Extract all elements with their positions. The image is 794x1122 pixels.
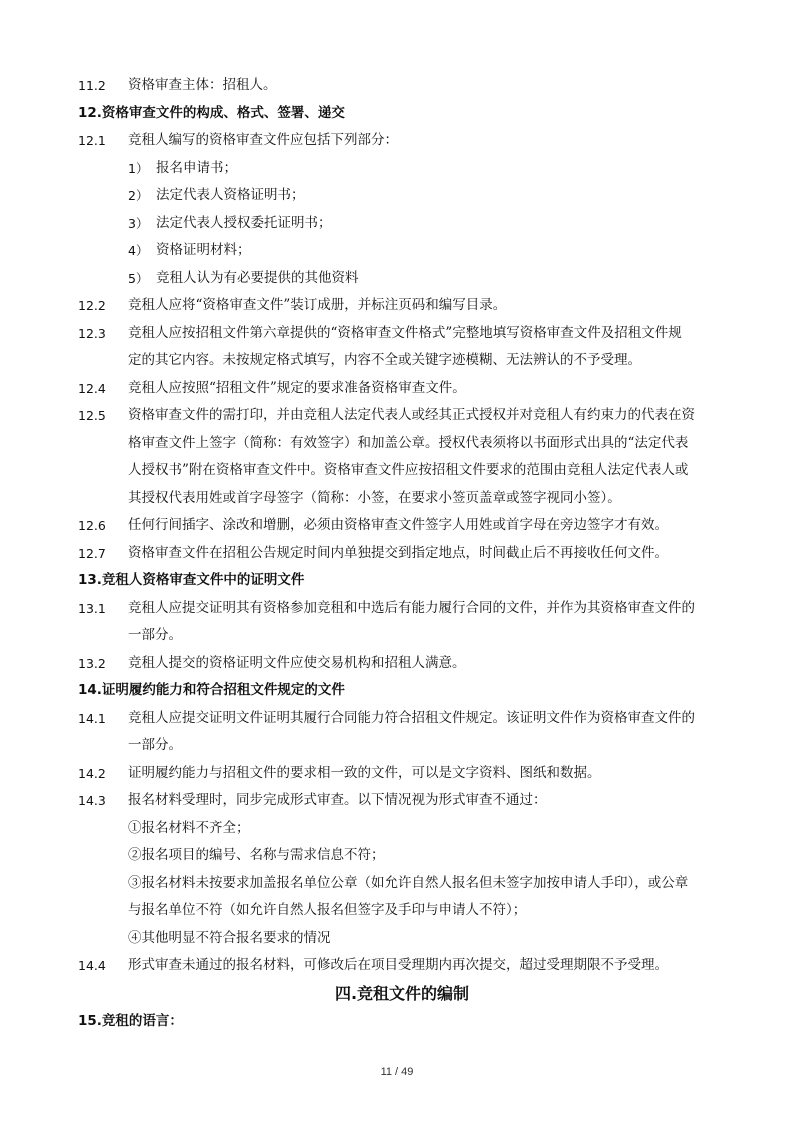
section-heading: 15.竞租的语言：	[78, 1012, 183, 1029]
clause-number: 13.2	[78, 655, 106, 671]
page-number: 11 / 49	[380, 1066, 414, 1078]
document-body	[80, 72, 724, 1035]
continuation-text: 一部分。	[128, 737, 182, 753]
condition-item: 与报名单位不符（如允许自然人报名但签字及手印与申请人不符）；	[128, 902, 527, 918]
continuation-text: 其授权代表用姓或首字母签字（简称：小签，在要求小签页盖章或签字视同小签）。	[128, 489, 621, 506]
list-marker: 5）	[128, 270, 149, 286]
clause-line	[80, 375, 724, 403]
clause-text: 竞租人应将“资格审查文件”装订成册，并标注页码和编写目录。	[128, 297, 507, 313]
continuation-text: 一部分。	[128, 627, 182, 643]
clause-text: 竞租人提交的资格证明文件应使交易机构和招租人满意。	[128, 654, 466, 671]
list-marker: 4）	[128, 243, 149, 258]
list-item-text: 竞租人认为有必要提供的其他资料	[156, 269, 359, 286]
text-line	[80, 622, 724, 650]
text-line	[80, 210, 724, 238]
clause-number: 14.2	[78, 765, 106, 781]
condition-item: ④其他明显不符合报名要求的情况	[128, 929, 331, 946]
clause-number: 12.4	[78, 380, 106, 396]
text-line	[80, 870, 724, 898]
clause-number: 14.4	[78, 958, 106, 973]
clause-line	[80, 320, 724, 348]
clause-number: 12.1	[78, 133, 106, 148]
text-line	[80, 457, 724, 485]
text-line	[80, 265, 724, 293]
clause-line	[80, 760, 724, 788]
text-line	[80, 237, 724, 265]
clause-line	[80, 595, 724, 623]
list-marker: 1）	[128, 160, 149, 176]
text-line	[80, 155, 724, 183]
clause-text: 资格审查文件在招租公告规定时间内单独提交到指定地点，时间截止后不再接收任何文件。	[128, 544, 668, 561]
section-heading: 13.竞租人资格审查文件中的证明文件	[78, 572, 305, 588]
section-heading: 12.资格审查文件的构成、格式、签署、递交	[78, 104, 345, 121]
clause-text: 竞租人应按照“招租文件”规定的要求准备资格审查文件。	[128, 379, 466, 396]
condition-item: ②报名项目的编号、名称与需求信息不符；	[128, 847, 385, 863]
list-item-text: 法定代表人授权委托证明书；	[156, 214, 332, 231]
clause-text: 竞租人应按招租文件第六章提供的“资格审查文件格式”完整地填写资格审查文件及招租文件规	[128, 324, 682, 341]
text-line	[80, 347, 724, 375]
clause-text: 资格审查主体：招租人。	[128, 77, 277, 93]
text-line	[80, 842, 724, 870]
clause-line	[80, 787, 724, 815]
clause-text: 证明履约能力与招租文件的要求相一致的文件，可以是文字资料、图纸和数据。	[128, 764, 601, 781]
list-marker: 3）	[128, 215, 149, 231]
clause-number: 12.6	[78, 518, 106, 533]
section-heading: 14.证明履约能力和符合招租文件规定的文件	[78, 682, 345, 698]
clause-line	[80, 402, 724, 430]
list-item-text: 报名申请书；	[156, 159, 237, 176]
chapter-title: 四.竞租文件的编制	[334, 983, 470, 1003]
clause-number: 12.5	[78, 408, 106, 423]
clause-number: 14.3	[78, 793, 106, 808]
list-marker: 2）	[128, 188, 149, 203]
clause-line	[80, 292, 724, 320]
clause-text: 报名材料受理时，同步完成形式审查。以下情况视为形式审查不通过：	[128, 792, 547, 808]
clause-line	[80, 952, 724, 980]
list-item-text: 法定代表人资格证明书；	[156, 187, 305, 203]
text-line	[80, 430, 724, 458]
clause-number: 12.2	[78, 298, 106, 313]
continuation-text: 定的其它内容。未按规定格式填写，内容不全或关键字迹模糊、无法辨认的不予受理。	[128, 352, 641, 368]
clause-number: 13.1	[78, 600, 106, 616]
clause-line	[80, 705, 724, 733]
continuation-text: 格审查文件上签字（简称：有效签字）和加盖公章。授权代表须将以书面形式出具的“法定代表	[128, 434, 689, 451]
condition-item: ③报名材料未按要求加盖报名单位公章（如允许自然人报名但未签字加按申请人手印），或公章	[128, 874, 689, 891]
clause-number: 12.3	[78, 325, 106, 341]
continuation-text: 人授权书”附在资格审查文件中。资格审查文件应按招租文件要求的范围由竞租人法定代表人或	[128, 462, 689, 478]
clause-text: 任何行间插字、涂改和增删，必须由资格审查文件签字人用姓或首字母在旁边签字才有效。	[128, 517, 668, 533]
clause-line	[80, 540, 724, 568]
clause-line	[80, 512, 724, 540]
list-item-text: 资格证明材料；	[156, 242, 251, 258]
clause-line	[80, 650, 724, 678]
text-line	[80, 925, 724, 953]
clause-text: 竞租人编写的资格审查文件应包括下列部分：	[128, 132, 398, 148]
text-line	[80, 815, 724, 843]
text-line	[80, 897, 724, 925]
text-line	[80, 182, 724, 210]
condition-item: ①报名材料不齐全；	[128, 819, 250, 836]
clause-text: 竞租人应提交证明其有资格参加竞租和中选后有能力履行合同的文件，并作为其资格审查文件的	[128, 599, 695, 616]
text-line	[80, 485, 724, 513]
clause-number: 11.2	[78, 78, 106, 93]
clause-line	[80, 127, 724, 155]
clause-text: 竞租人应提交证明文件证明其履行合同能力符合招租文件规定。该证明文件作为资格审查文件的	[128, 709, 695, 726]
clause-line	[80, 72, 724, 100]
clause-number: 12.7	[78, 545, 106, 561]
clause-text: 形式审查未通过的报名材料，可修改后在项目受理期内再次提交，超过受理期限不予受理。	[128, 957, 668, 973]
clause-number: 14.1	[78, 710, 106, 726]
clause-text: 资格审查文件的需打印，并由竞租人法定代表人或经其正式授权并对竞租人有约束力的代表在资	[128, 407, 695, 423]
text-line	[80, 732, 724, 760]
